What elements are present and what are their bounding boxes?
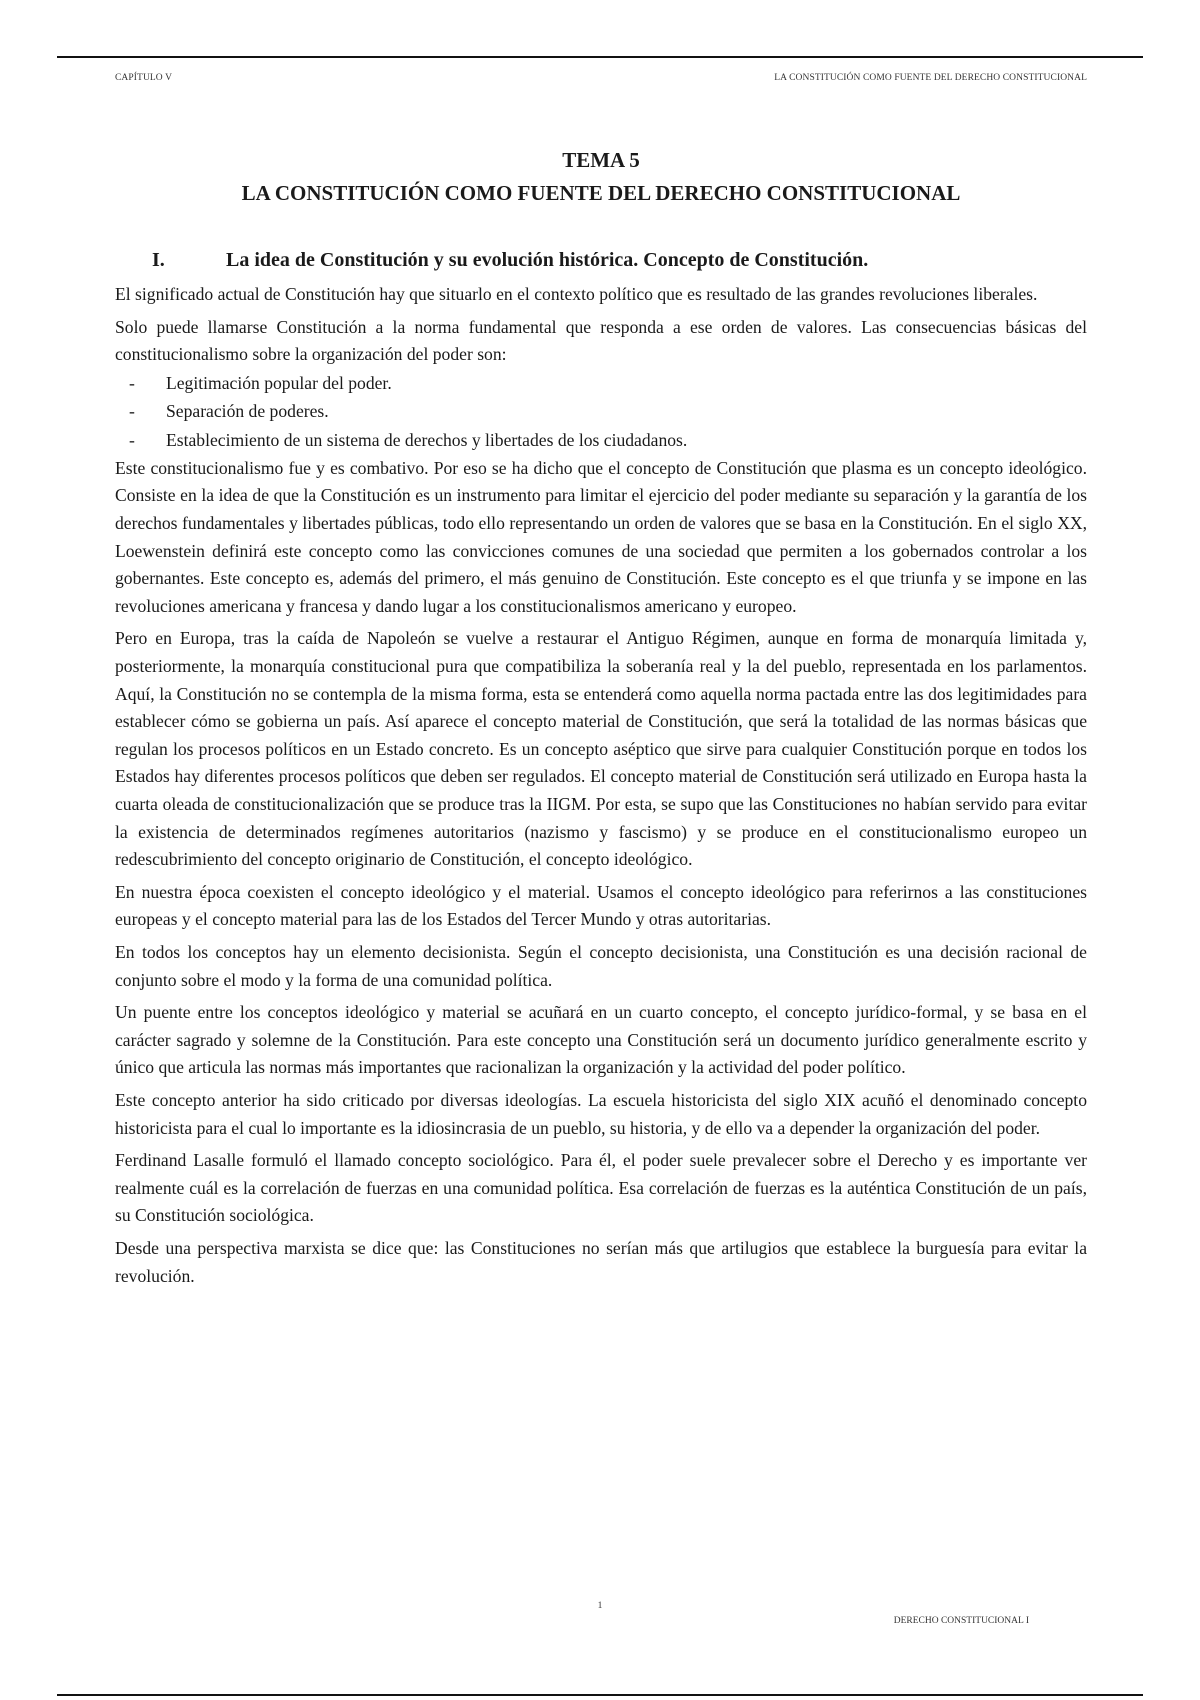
section-title: La idea de Constitución y su evolución histórica. Concepto de Constitución. xyxy=(226,249,869,271)
footer-course: DERECHO CONSTITUCIONAL I xyxy=(893,1616,1029,1626)
header-chapter: CAPÍTULO V xyxy=(115,73,173,83)
paragraph: Solo puede llamarse Constitución a la norma fundamental que responda a ese orden de valores. Las consecuencias básicas del constitucionalismo sobre la organización del poder son: xyxy=(115,316,1087,365)
section-number: I. xyxy=(152,249,165,271)
list-item xyxy=(115,426,1087,455)
paragraph: Ferdinand Lasalle formuló el llamado concepto sociológico. Para él, el poder suele prevalecer sobre el Derecho y es importante ver realmente cuál es la correlación de fuerzas en una comunidad política. Esa correlación de fuerzas es la auténtica Constitución de un país, su Constitución sociológica. xyxy=(115,1150,1087,1226)
paragraph: Este concepto anterior ha sido criticado por diversas ideologías. La escuela historicista del siglo XIX acuñó el denominado concepto historicista para el cual lo importante es la idiosincrasia de un pueblo, su historia, y de ello va a depender la organización del poder. xyxy=(115,1089,1087,1138)
dash-bullet-icon: - xyxy=(129,372,135,393)
list-item xyxy=(115,397,1087,426)
dash-bullet-icon: - xyxy=(129,401,135,422)
list-item-text: Separación de poderes. xyxy=(166,401,329,422)
header-topic: LA CONSTITUCIÓN COMO FUENTE DEL DERECHO CONSTITUCIONAL xyxy=(774,73,1087,83)
paragraph: En nuestra época coexisten el concepto ideológico y el material. Usamos el concepto ideológico para referirnos a las constituciones europeas y el concepto material para las de los Estados del Tercer Mundo y otras autoritarias. xyxy=(115,881,1087,930)
dash-bullet-icon: - xyxy=(129,430,135,451)
title-line-2: LA CONSTITUCIÓN COMO FUENTE DEL DERECHO CONSTITUCIONAL xyxy=(241,181,961,205)
top-rule xyxy=(57,56,1143,58)
title-line-1: TEMA 5 xyxy=(562,148,640,172)
list-item xyxy=(115,369,1087,398)
paragraph: El significado actual de Constitución hay que situarlo en el contexto político que es resultado de las grandes revoluciones liberales. xyxy=(115,284,1038,304)
paragraph: Un puente entre los conceptos ideológico y material se acuñará en un cuarto concepto, el concepto jurídico-formal, y se basa en el carácter sagrado y solemne de la Constitución. Para este concepto una Constitución será un documento jurídico generalmente escrito y único que articula las normas más importantes que racionalizan la organización y la actividad del poder político. xyxy=(115,1002,1087,1078)
paragraph: Pero en Europa, tras la caída de Napoleón se vuelve a restaurar el Antiguo Régimen, aunque en forma de monarquía limitada y, posteriormente, la monarquía constitucional pura que compatibiliza la soberanía real y la del pueblo, representada en los parlamentos. Aquí, la Constitución no se contempla de la misma forma, esta se entenderá como aquella norma pactada entre las dos legitimidades para establecer cómo se gobierna un país. Así aparece el concepto material de Constitución, que será la totalidad de las normas básicas que regulan los procesos políticos en un Estado concreto. Es un concepto aséptico que sirve para cualquier Constitución porque en todos los Estados hay diferentes procesos políticos que deben ser regulados. El concepto material de Constitución será utilizado en Europa hasta la cuarta oleada de constitucionalización que se produce tras la IIGM. Por esta, se supo que las Constituciones no habían servido para evitar la existencia de determinados regímenes autoritarios (nazismo y fascismo) y se produce en el constitucionalismo europeo un redescubrimiento del concepto originario de Constitución, el concepto ideológico. xyxy=(115,628,1087,870)
bullet-list xyxy=(115,369,1087,455)
document-title xyxy=(115,144,1087,210)
paragraph: Desde una perspectiva marxista se dice que: las Constituciones no serían más que artilugios que establece la burguesía para evitar la revolución. xyxy=(115,1237,1087,1286)
list-item-text: Establecimiento de un sistema de derechos y libertades de los ciudadanos. xyxy=(166,430,688,451)
bottom-rule xyxy=(57,1694,1143,1696)
page-number: 1 xyxy=(597,1601,603,1611)
paragraph: En todos los conceptos hay un elemento decisionista. Según el concepto decisionista, una Constitución es una decisión racional de conjunto sobre el modo y la forma de una comunidad política. xyxy=(115,941,1087,990)
body-text xyxy=(115,281,1087,1295)
paragraph: Este constitucionalismo fue y es combativo. Por eso se ha dicho que el concepto de Constitución que plasma es un concepto ideológico. Consiste en la idea de que la Constitución es un instrumento para limitar el ejercicio del poder mediante su separación y la garantía de los derechos fundamentales y libertades públicas, todo ello representando un orden de valores que se basa en la Constitución. En el siglo XX, Loewenstein definirá este concepto como las convicciones comunes de una sociedad que permiten a los gobernados controlar a los gobernantes. Este concepto es, además del primero, el más genuino de Constitución. Este concepto es el que triunfa y se impone en las revoluciones americana y francesa y dando lugar a los constitucionalismos americano y europeo. xyxy=(115,457,1087,616)
list-item-text: Legitimación popular del poder. xyxy=(166,372,392,393)
